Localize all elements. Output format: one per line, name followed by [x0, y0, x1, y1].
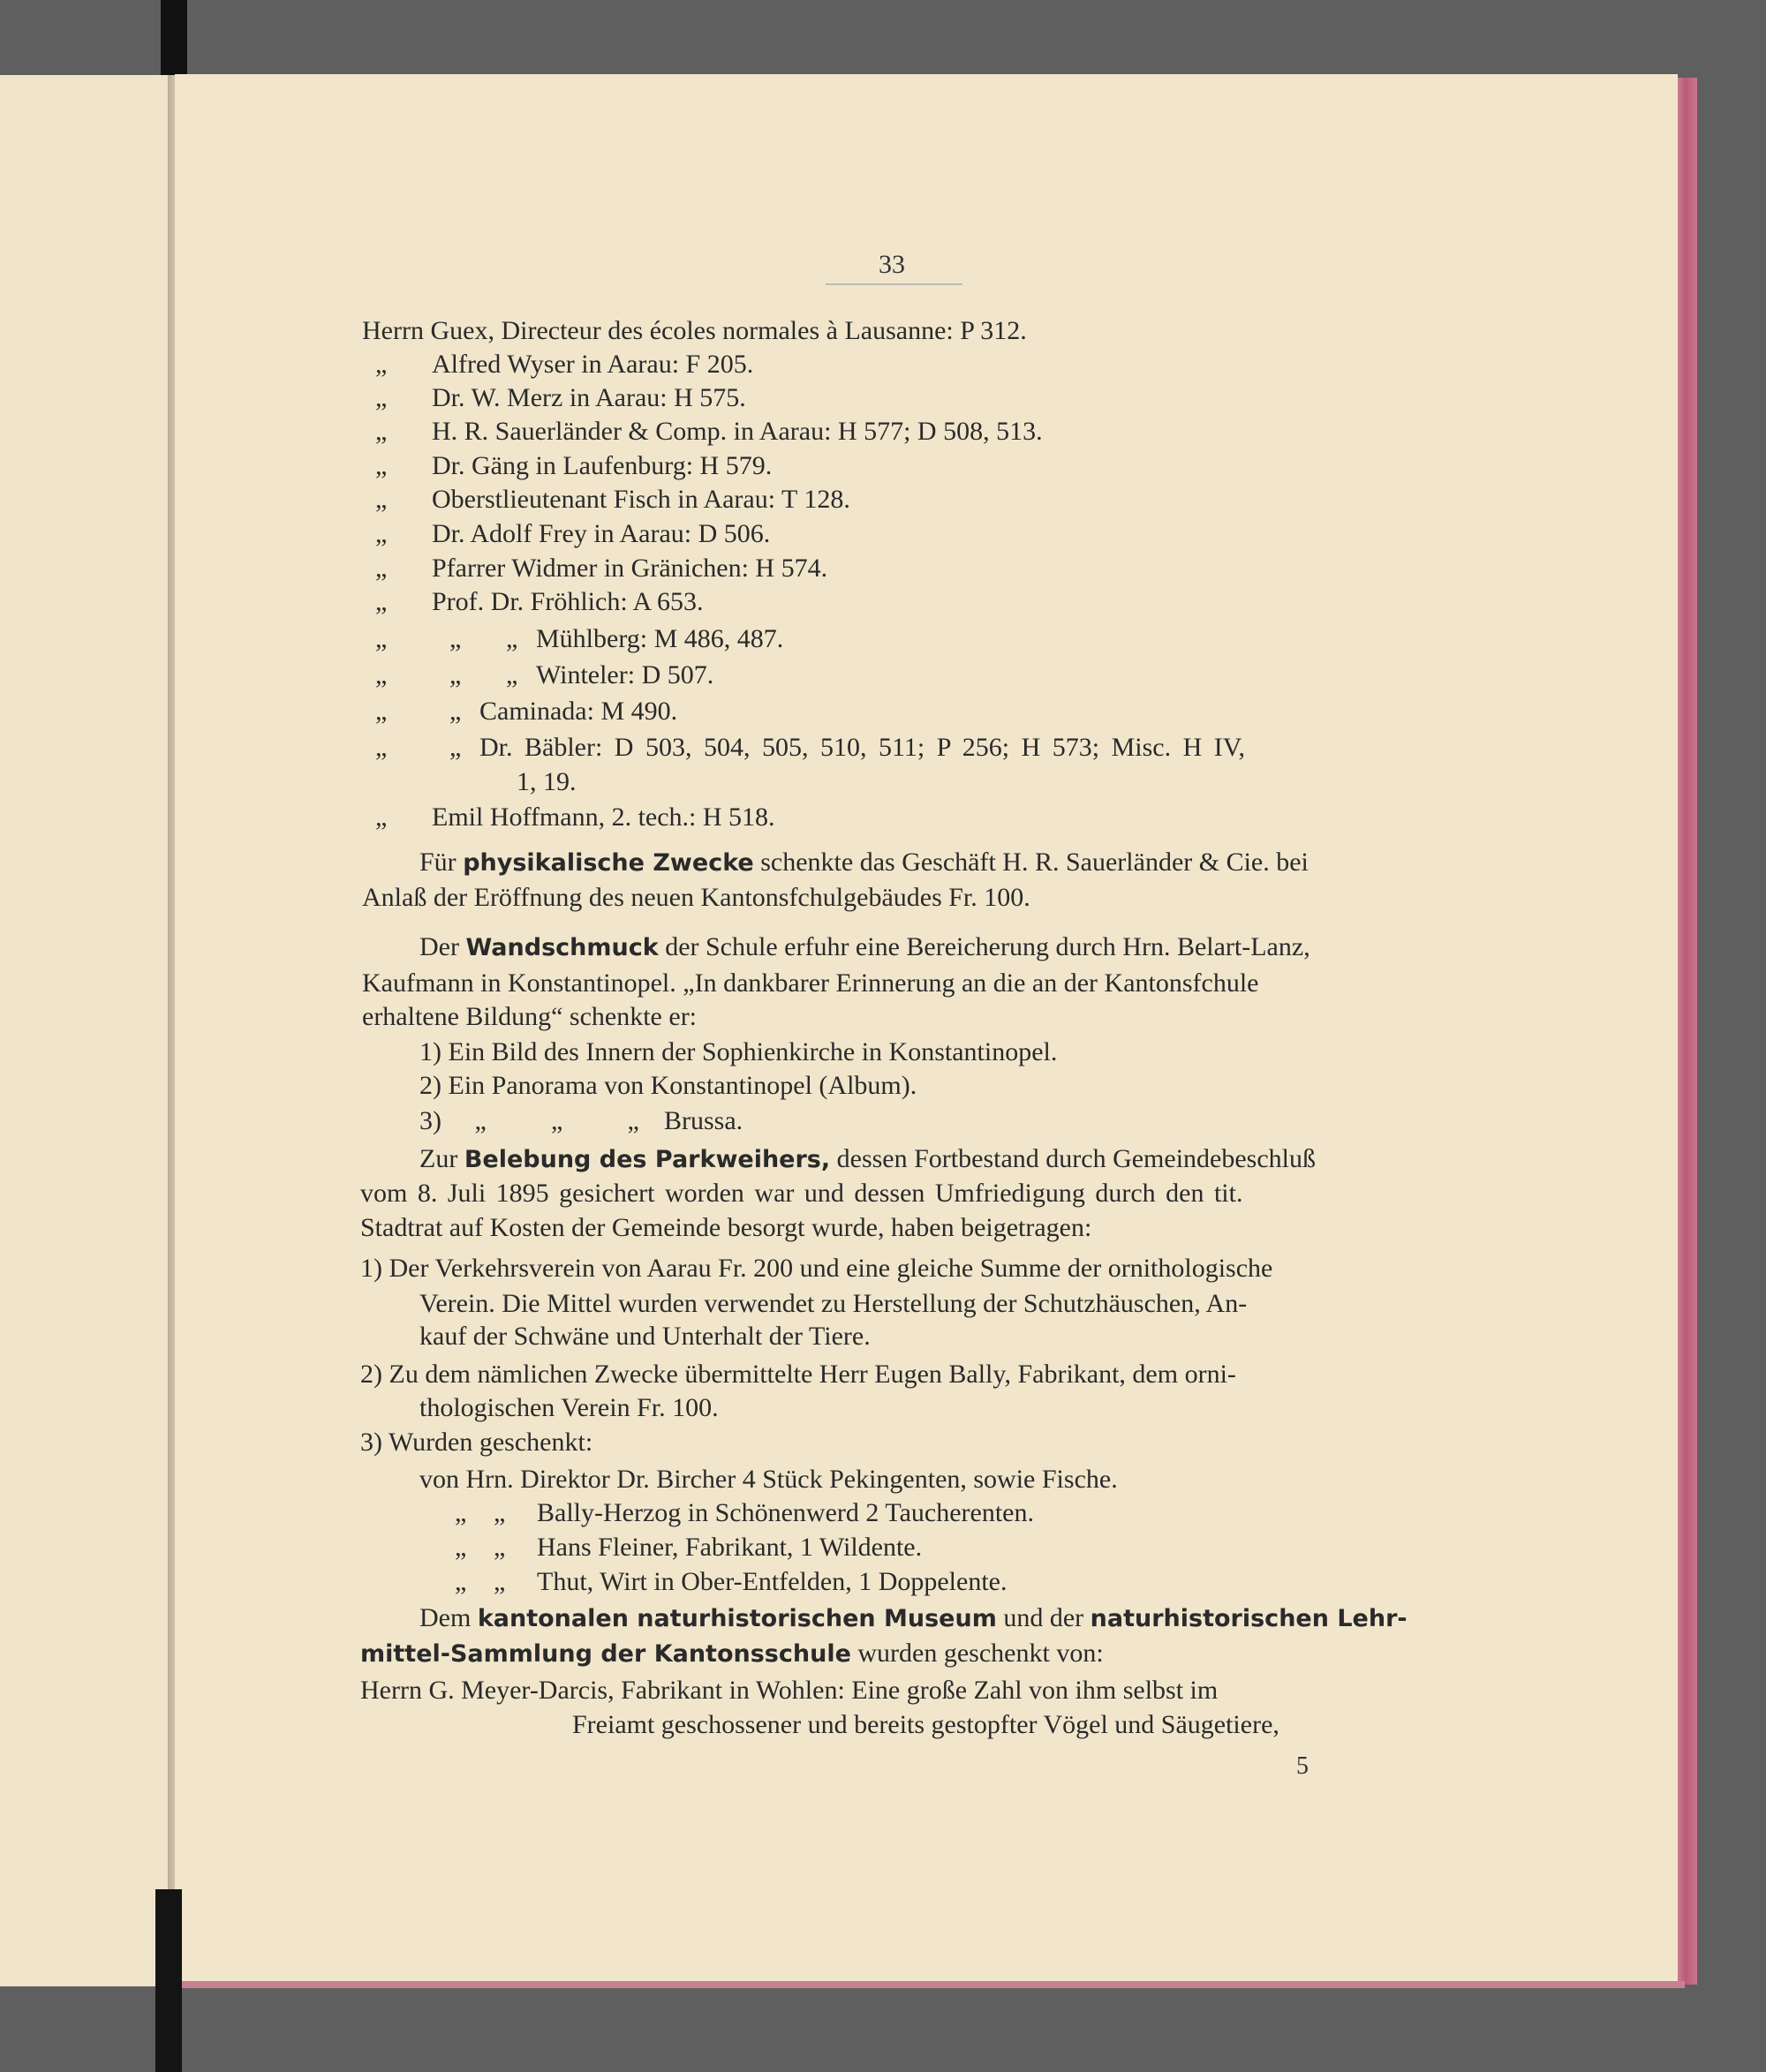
ditto-mark: „ [494, 1498, 506, 1527]
page-number: 33 [879, 250, 905, 279]
paragraph-parkweiher-line-2: vom 8. Juli 1895 gesichert worden war und dessen Umfriedigung durch den tit. [360, 1179, 1243, 1208]
line-6: „ Oberstlieutenant Fisch in Aarau: T 128. [375, 485, 850, 514]
ditto-mark: „ [449, 733, 462, 762]
ditto-mark: „ [375, 587, 388, 616]
bold-heading: physikalische Zwecke [463, 849, 754, 877]
paragraph-museum-line-1: Dem kantonalen naturhistorischen Museum und der naturhistorischen Lehr- [419, 1603, 1408, 1632]
bold-heading: kantonalen naturhistorischen Museum [477, 1605, 997, 1632]
line-3: „ Dr. W. Merz in Aarau: H 575. [375, 383, 746, 412]
donor-line-2: „ „ Bally-Herzog in Schönenwerd 2 Taucherenten. [455, 1498, 1034, 1527]
ditto-mark: „ [449, 660, 462, 689]
list-item-2: 2) Ein Panorama von Konstantinopel (Album). [419, 1071, 917, 1100]
line-4: „ H. R. Sauerländer & Comp. in Aarau: H 577; D 508, 513. [375, 417, 1043, 446]
ditto-mark: „ [455, 1533, 467, 1562]
bookmark-ribbon-bottom [155, 1889, 182, 2072]
paragraph-parkweiher-line-3: Stadtrat auf Kosten der Gemeinde besorgt wurde, haben beigetragen: [360, 1213, 1092, 1242]
list-item-3: 3) „ „ „ Brussa. [419, 1106, 743, 1135]
entry-text: Guex, Directeur des écoles normales à Lausanne: P 312. [430, 316, 1027, 345]
line-2: „ Alfred Wyser in Aarau: F 205. [375, 350, 754, 379]
ditto-mark: „ [627, 1106, 639, 1135]
line-11: „ „ „ Winteler: D 507. [375, 660, 714, 689]
ditto-mark: „ [506, 624, 518, 653]
parkweiher-item-1: 1) Der Verkehrsverein von Aarau Fr. 200 und eine gleiche Summe der ornithologische [360, 1254, 1273, 1283]
ditto-mark: „ [506, 660, 518, 689]
line-15: „ Emil Hoffmann, 2. tech.: H 518. [375, 802, 775, 832]
ditto-mark: „ [551, 1106, 563, 1135]
header-rule [826, 283, 962, 285]
signature-mark: 5 [1296, 1752, 1309, 1780]
ditto-mark: „ [449, 624, 462, 653]
paragraph-physics-line-2: Anlaß der Eröffnung des neuen Kantonsfchulgebäudes Fr. 100. [362, 883, 1030, 912]
ditto-mark: „ [375, 554, 388, 583]
line-12: „ „ Caminada: M 490. [375, 697, 678, 726]
paragraph-wandschmuck-line-3: erhaltene Bildung“ schenkte er: [362, 1002, 698, 1031]
herrn-label: Herrn [362, 316, 424, 345]
bold-heading: Belebung des Parkweihers, [464, 1146, 831, 1173]
line-8: „ Pfarrer Widmer in Gränichen: H 574. [375, 554, 828, 583]
paragraph-physics-line-1: Für physikalische Zwecke schenkte das Geschäft H. R. Sauerländer & Cie. bei [419, 848, 1309, 877]
ditto-mark: „ [375, 451, 388, 480]
donor-line-3: „ „ Hans Fleiner, Fabrikant, 1 Wildente. [455, 1533, 923, 1562]
ditto-mark: „ [375, 417, 388, 446]
ditto-mark: „ [449, 697, 462, 726]
ditto-mark: „ [375, 802, 388, 832]
ditto-mark: „ [375, 350, 388, 379]
list-item-1: 1) Ein Bild des Innern der Sophienkirche in Konstantinopel. [419, 1037, 1058, 1066]
donor-line-4: „ „ Thut, Wirt in Ober-Entfelden, 1 Doppelente. [455, 1567, 1008, 1596]
ditto-mark: „ [375, 519, 388, 548]
parkweiher-item-3: 3) Wurden geschenkt: [360, 1428, 593, 1457]
line-1 [362, 316, 1027, 346]
ditto-mark: „ [375, 697, 388, 726]
line-13: „ „ Dr. Bäbler: D 503, 504, 505, 510, 511; P 256; H 573; Misc. H IV, [375, 733, 1246, 762]
ditto-mark: „ [375, 624, 388, 653]
ditto-mark: „ [375, 660, 388, 689]
ditto-mark: „ [474, 1106, 487, 1135]
parkweiher-item-2-cont: thologischen Verein Fr. 100. [419, 1393, 719, 1422]
line-10: „ „ „ Mühlberg: M 486, 487. [375, 624, 784, 653]
paragraph-museum-line-2: mittel-Sammlung der Kantonsschule wurden geschenkt von: [360, 1639, 1104, 1668]
line-5: „ Dr. Gäng in Laufenburg: H 579. [375, 451, 773, 480]
paragraph-wandschmuck-line-1: Der Wandschmuck der Schule erfuhr eine Bereicherung durch Hrn. Belart-Lanz, [419, 932, 1310, 961]
ditto-mark: „ [375, 485, 388, 514]
parkweiher-item-2: 2) Zu dem nämlichen Zwecke übermittelte Herr Eugen Bally, Fabrikant, dem orni- [360, 1360, 1236, 1389]
line-7: „ Dr. Adolf Frey in Aarau: D 506. [375, 519, 771, 548]
paragraph-wandschmuck-line-2: Kaufmann in Konstantinopel. „In dankbarer Erinnerung an die an der Kantonsfchule [362, 968, 1259, 998]
left-page-edge [0, 75, 168, 1986]
bold-heading: naturhistorischen Lehr- [1090, 1605, 1408, 1632]
paragraph-museum-line-3: Herrn G. Meyer-Darcis, Fabrikant in Wohlen: Eine große Zahl von ihm selbst im [360, 1676, 1219, 1705]
parkweiher-item-1-cont2: kauf der Schwäne und Unterhalt der Tiere. [419, 1322, 871, 1351]
line-9: „ Prof. Dr. Fröhlich: A 653. [375, 587, 704, 616]
paragraph-museum-line-4: Freiamt geschossener und bereits gestopfter Vögel und Säugetiere, [572, 1710, 1279, 1739]
ditto-mark: „ [375, 733, 388, 762]
donor-line-1: von Hrn. Direktor Dr. Bircher 4 Stück Pekingenten, sowie Fische. [419, 1465, 1118, 1494]
ditto-mark: „ [494, 1533, 506, 1562]
bookmark-ribbon-top [161, 0, 187, 75]
ditto-mark: „ [375, 383, 388, 412]
page-bottom-edge [175, 1981, 1685, 1988]
ditto-mark: „ [494, 1567, 506, 1596]
ditto-mark: „ [455, 1498, 467, 1527]
line-14: 1, 19. [517, 767, 577, 796]
ditto-mark: „ [455, 1567, 467, 1596]
bold-heading: Wandschmuck [465, 934, 659, 961]
paragraph-parkweiher-line-1: Zur Belebung des Parkweihers, dessen Fortbestand durch Gemeindebeschluß [419, 1144, 1316, 1173]
parkweiher-item-1-cont: Verein. Die Mittel wurden verwendet zu Herstellung der Schutzhäuschen, An- [419, 1289, 1248, 1318]
bold-heading: mittel-Sammlung der Kantonsschule [360, 1640, 851, 1668]
